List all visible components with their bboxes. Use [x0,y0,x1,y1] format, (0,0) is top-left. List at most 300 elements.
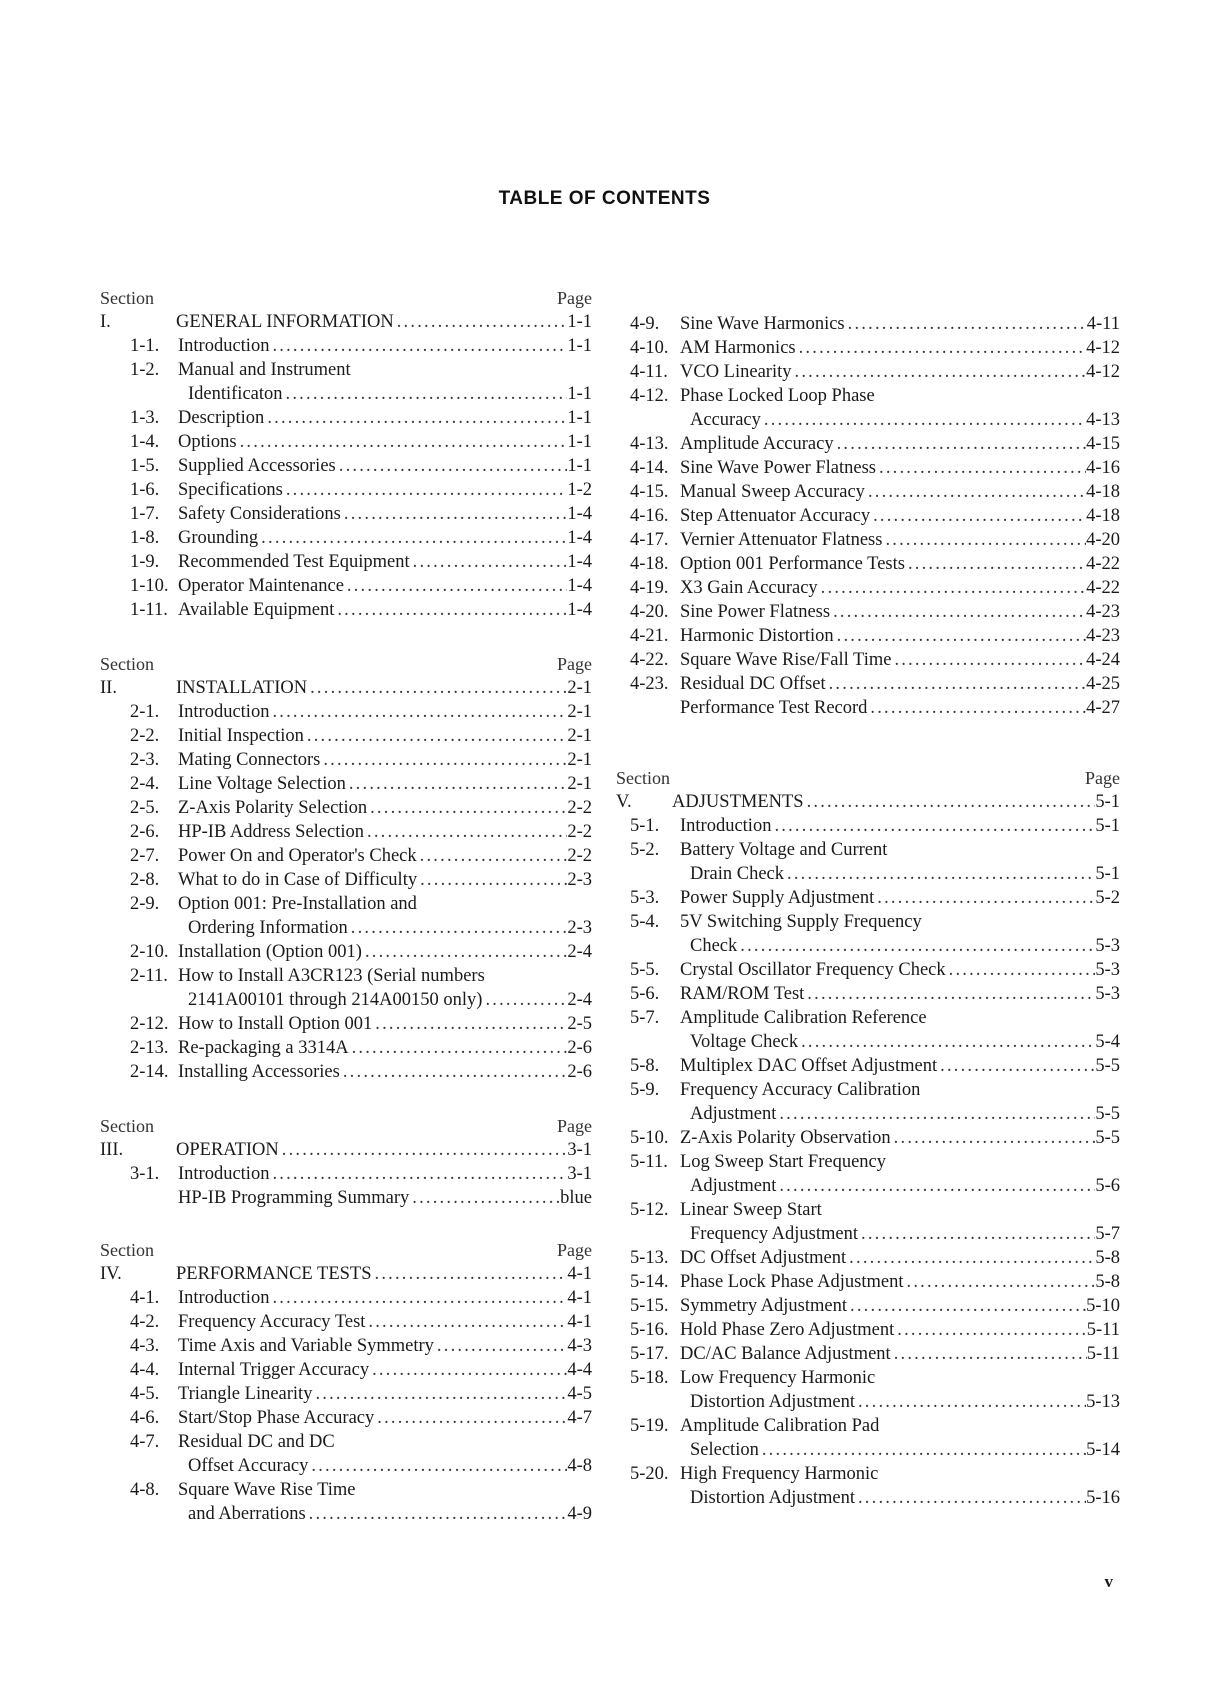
entry-title: Re-packaging a 3314A [178,1038,349,1058]
toc-entry-continued [630,1438,1120,1462]
entry-page: 2-1 [567,702,592,722]
toc-section [616,766,1120,1510]
entry-number: V. [616,792,632,812]
entry-page: 5-3 [1095,984,1120,1004]
leader-dots [308,1454,567,1478]
entry-page: 4-23 [1086,626,1120,646]
leader-dots [937,1054,1095,1078]
toc-entry [100,1162,592,1186]
leader-dots [264,406,567,430]
toc-entry [630,814,1120,838]
entry-title: X3 Gain Accuracy [680,578,818,598]
entry-title: Z-Axis Polarity Selection [178,798,368,818]
entry-number: 4-15. [630,482,669,502]
entry-title: Line Voltage Selection [178,774,346,794]
entry-number: 4-20. [630,602,669,622]
leader-dots [830,600,1086,624]
toc-entry [630,1246,1120,1270]
entry-page: 1-1 [567,384,592,404]
leader-dots [320,748,567,772]
section-label: Section [100,654,154,674]
entry-title: Mating Connectors [178,750,321,770]
entry-title-continued: Check [690,936,738,956]
entry-title: Initial Inspection [178,726,304,746]
toc-entry [100,772,592,796]
entry-number: 4-3. [130,1336,160,1356]
entry-page: 1-1 [567,312,592,332]
entry-page: 1-4 [567,600,592,620]
leader-dots [482,988,567,1012]
toc-section [100,652,592,1084]
page-label: Page [1085,768,1120,788]
entry-number: 1-7. [130,504,160,524]
entry-title: Manual and Instrument [178,360,351,380]
toc-entry-continued [100,1502,592,1526]
entry-title-continued: Accuracy [690,410,761,430]
toc-entry [630,360,1120,384]
toc-entry [630,1414,1120,1438]
leader-dots [905,552,1086,576]
toc-entry [630,648,1120,672]
entry-title: How to Install Option 001 [178,1014,373,1034]
entry-page: 1-2 [567,480,592,500]
toc-entry [100,478,592,502]
toc-entry-continued [630,1174,1120,1198]
entry-number: 4-18. [630,554,669,574]
entry-title: Phase Locked Loop Phase [680,386,875,406]
toc-entry [630,1126,1120,1150]
entry-page: 4-8 [567,1456,592,1476]
entry-title: Time Axis and Variable Symmetry [178,1336,434,1356]
toc-entry [630,886,1120,910]
toc-entry [630,312,1120,336]
toc-entry [100,1334,592,1358]
entry-page: 5-4 [1095,1032,1120,1052]
entry-page: 2-6 [567,1038,592,1058]
entry-number: 4-11. [630,362,668,382]
page-label: Page [557,1240,592,1260]
entry-title: Introduction [178,1164,270,1184]
toc-entry [100,1262,592,1286]
leader-dots [434,1334,567,1358]
entry-number: 4-9. [630,314,660,334]
toc-entry [100,1478,592,1502]
entry-title: High Frequency Harmonic [680,1464,879,1484]
leader-dots [845,312,1087,336]
leader-dots [269,1286,567,1310]
leader-dots [874,886,1095,910]
entry-title: Square Wave Rise Time [178,1480,356,1500]
leader-dots [904,1270,1096,1294]
entry-page: 4-1 [567,1312,592,1332]
entry-title: Safety Considerations [178,504,341,524]
toc-entry [100,358,592,382]
entry-number: 2-14. [130,1062,169,1082]
leader-dots [372,1012,567,1036]
entry-page: 4-20 [1086,530,1120,550]
entry-page: 5-1 [1095,864,1120,884]
entry-title: HP-IB Programming Summary [178,1188,410,1208]
toc-entry [100,310,592,334]
entry-title: Description [178,408,265,428]
page-label: Page [557,654,592,674]
leader-dots [855,1390,1086,1414]
leader-dots [283,478,568,502]
entry-title: Triangle Linearity [178,1384,313,1404]
toc-entry-continued [100,916,592,940]
entry-number: 2-8. [130,870,160,890]
entry-title: Amplitude Calibration Reference [680,1008,927,1028]
entry-page: 1-4 [567,576,592,596]
toc-entry-continued [630,934,1120,958]
toc-entry [100,1138,592,1162]
entry-number: 5-16. [630,1320,669,1340]
leader-dots [409,1186,560,1210]
leader-dots [865,480,1086,504]
leader-dots [237,430,568,454]
entry-number: 2-5. [130,798,160,818]
entry-title-continued: Frequency Adjustment [690,1224,859,1244]
entry-number: 2-11. [130,966,168,986]
leader-dots [346,772,567,796]
entry-title: DC/AC Balance Adjustment [680,1344,891,1364]
entry-title: Harmonic Distortion [680,626,834,646]
entry-number: 1-6. [130,480,160,500]
leader-dots [364,820,567,844]
entry-page: 5-2 [1095,888,1120,908]
entry-page: 4-11 [1086,314,1120,334]
toc-left-column [100,286,592,1526]
toc-entry [100,1310,592,1334]
entry-title: Symmetry Adjustment [680,1296,848,1316]
entry-number: 5-14. [630,1272,669,1292]
leader-dots [340,1060,567,1084]
toc-entry [630,528,1120,552]
toc-entry [630,552,1120,576]
entry-title: Amplitude Calibration Pad [680,1416,880,1436]
toc-section [100,1114,592,1210]
toc-entry [100,1012,592,1036]
toc-entry [630,1198,1120,1222]
entry-title: HP-IB Address Selection [178,822,365,842]
section-header [616,766,1120,790]
entry-title: Multiplex DAC Offset Adjustment [680,1056,938,1076]
entry-title-continued: Identificaton [188,384,283,404]
toc-entry [100,1186,592,1210]
section-header [100,1238,592,1262]
toc-entry-continued [630,1030,1120,1054]
toc-entry [630,432,1120,456]
leader-dots [367,796,567,820]
toc-entry [630,1078,1120,1102]
entry-title-continued: and Aberrations [188,1504,306,1524]
entry-number: 5-19. [630,1416,669,1436]
entry-title: Introduction [178,1288,270,1308]
entry-number: 2-3. [130,750,160,770]
entry-title: Options [178,432,237,452]
entry-page: 5-5 [1095,1104,1120,1124]
entry-title: INSTALLATION [176,678,308,698]
entry-title: Recommended Test Equipment [178,552,410,572]
leader-dots [348,916,568,940]
entry-number: 4-2. [130,1312,160,1332]
entry-page: 1-4 [567,552,592,572]
section-label: Section [100,288,154,308]
toc-entry [630,1294,1120,1318]
entry-number: 4-22. [630,650,669,670]
leader-dots [394,310,568,334]
entry-page: 4-25 [1086,674,1120,694]
toc-entry [100,892,592,916]
leader-dots [312,1382,567,1406]
leader-dots [855,1486,1086,1510]
toc-section [100,286,592,622]
entry-page: 4-16 [1086,458,1120,478]
entry-number: 4-10. [630,338,669,358]
entry-title: Option 001: Pre-Installation and [178,894,417,914]
toc-entry [100,700,592,724]
section-label: Section [616,768,670,788]
page-label: Page [557,288,592,308]
leader-dots [410,550,568,574]
leader-dots [283,382,568,406]
entry-title: Start/Stop Phase Accuracy [178,1408,375,1428]
toc-entry [630,1054,1120,1078]
leader-dots [858,1222,1095,1246]
toc-entry-continued [630,862,1120,886]
toc-entry [630,600,1120,624]
toc-entry [100,1286,592,1310]
leader-dots [372,1262,568,1286]
toc-entry [630,1150,1120,1174]
toc-entry [100,724,592,748]
leader-dots [761,408,1086,432]
entry-page: 2-1 [567,726,592,746]
entry-page: 1-4 [567,528,592,548]
entry-number: 5-8. [630,1056,660,1076]
entry-title: Hold Phase Zero Adjustment [680,1320,895,1340]
entry-title-continued: Ordering Information [188,918,348,938]
entry-title-continued: 2141A00101 through 214A00150 only) [188,990,483,1010]
leader-dots [344,574,567,598]
toc-section [100,1238,592,1526]
toc-entry [100,1406,592,1430]
entry-number: 1-2. [130,360,160,380]
toc-entry [100,844,592,868]
leader-dots [279,1138,568,1162]
entry-title: Crystal Oscillator Frequency Check [680,960,946,980]
toc-entry [100,1036,592,1060]
entry-number: 5-12. [630,1200,669,1220]
leader-dots [894,1318,1086,1342]
entry-title: Installing Accessories [178,1062,340,1082]
toc-entry [100,430,592,454]
entry-title: Square Wave Rise/Fall Time [680,650,892,670]
entry-page: 5-14 [1086,1440,1120,1460]
toc-entry [630,480,1120,504]
leader-dots [349,1036,568,1060]
entry-title: 5V Switching Supply Frequency [680,912,922,932]
entry-page: 5-1 [1095,816,1120,836]
entry-title: Sine Wave Harmonics [680,314,845,334]
entry-page: 4-18 [1086,482,1120,502]
entry-page: 4-1 [567,1288,592,1308]
entry-number: 2-13. [130,1038,169,1058]
leader-dots [826,672,1086,696]
toc-entry [100,574,592,598]
entry-page: 2-1 [567,774,592,794]
entry-title: What to do in Case of Difficulty [178,870,418,890]
entry-number: 1-3. [130,408,160,428]
toc-entry-continued [630,1390,1120,1414]
entry-number: 5-13. [630,1248,669,1268]
toc-entry [630,672,1120,696]
leader-dots [306,1502,568,1526]
entry-number: I. [100,312,111,332]
toc-entry [100,598,592,622]
entry-number: II. [100,678,117,698]
toc-entry [630,1462,1120,1486]
entry-number: 5-20. [630,1464,669,1484]
leader-dots [784,862,1095,886]
entry-title: PERFORMANCE TESTS [176,1264,372,1284]
entry-title: Introduction [178,336,270,356]
entry-number: 5-15. [630,1296,669,1316]
toc-entry [100,940,592,964]
toc-entry-continued [100,988,592,1012]
entry-number: 4-1. [130,1288,160,1308]
leader-dots [846,1246,1095,1270]
toc-entry [100,1382,592,1406]
entry-number: 4-14. [630,458,669,478]
entry-number: 2-12. [130,1014,169,1034]
entry-title-continued: Distortion Adjustment [690,1392,855,1412]
toc-entry [630,504,1120,528]
toc-entry [630,1342,1120,1366]
entry-title: VCO Linearity [680,362,792,382]
entry-number: 4-13. [630,434,669,454]
entry-title: DC Offset Adjustment [680,1248,847,1268]
entry-title: Amplitude Accuracy [680,434,834,454]
entry-number: 5-6. [630,984,660,1004]
entry-page: 2-3 [567,870,592,890]
entry-number: 3-1. [130,1164,160,1184]
entry-page: 4-4 [567,1360,592,1380]
entry-page: 2-2 [567,846,592,866]
entry-page: 5-8 [1095,1272,1120,1292]
entry-page: 5-10 [1086,1296,1120,1316]
entry-title: Battery Voltage and Current [680,840,888,860]
leader-dots [269,334,567,358]
leader-dots [792,360,1087,384]
entry-page: 5-16 [1086,1488,1120,1508]
toc-section-iv-continued [630,312,1120,720]
entry-number: IV. [100,1264,122,1284]
leader-dots [876,456,1086,480]
leader-dots [818,576,1086,600]
entry-number: 5-3. [630,888,660,908]
entry-page: 4-3 [567,1336,592,1356]
entry-page: 1-4 [567,504,592,524]
entry-number: 4-16. [630,506,669,526]
toc-right-column [616,312,1120,1510]
page-title: TABLE OF CONTENTS [498,188,711,209]
entry-number: 5-1. [630,816,660,836]
section-header [100,286,592,310]
toc-entry [630,958,1120,982]
entry-title: AM Harmonics [680,338,796,358]
leader-dots [834,432,1086,456]
entry-number: 2-6. [130,822,160,842]
leader-dots [804,790,1096,814]
entry-title: Manual Sweep Accuracy [680,482,865,502]
toc-entry [100,796,592,820]
entry-title: Available Equipment [178,600,335,620]
toc-entry [100,526,592,550]
toc-entry [100,1358,592,1382]
entry-page: 2-4 [567,990,592,1010]
leader-dots [304,724,567,748]
entry-title-continued: Selection [690,1440,759,1460]
entry-number: 5-4. [630,912,660,932]
entry-number: 4-12. [630,386,669,406]
entry-number: 4-4. [130,1360,160,1380]
entry-number: 1-10. [130,576,169,596]
entry-title: Supplied Accessories [178,456,336,476]
leader-dots [307,676,567,700]
entry-number: 5-9. [630,1080,660,1100]
toc-entry [100,550,592,574]
toc-entry [100,334,592,358]
leader-dots [417,868,567,892]
toc-entry [630,576,1120,600]
toc-entry-continued [630,1102,1120,1126]
entry-number: 1-5. [130,456,160,476]
toc-entry-continued [100,382,592,406]
entry-number: 1-9. [130,552,160,572]
entry-page: 4-24 [1086,650,1120,670]
entry-page: 3-1 [567,1164,592,1184]
leader-dots [341,502,567,526]
entry-page: 2-2 [567,822,592,842]
entry-page: 2-1 [567,750,592,770]
leader-dots [737,934,1095,958]
leader-dots [776,1102,1095,1126]
toc-entry [100,406,592,430]
entry-title: Specifications [178,480,283,500]
leader-dots [759,1438,1086,1462]
entry-title: Log Sweep Start Frequency [680,1152,887,1172]
toc-entry [630,1006,1120,1030]
toc-entry [630,456,1120,480]
entry-page: 1-1 [567,432,592,452]
entry-page: 5-6 [1095,1176,1120,1196]
toc-entry [630,838,1120,862]
leader-dots [334,598,567,622]
toc-entry [630,696,1120,720]
entry-number: 5-5. [630,960,660,980]
leader-dots [269,700,567,724]
entry-number: 5-18. [630,1368,669,1388]
entry-page: 4-12 [1086,362,1120,382]
toc-entry [630,1270,1120,1294]
entry-number: 2-4. [130,774,160,794]
leader-dots [771,814,1095,838]
entry-page: 4-7 [567,1408,592,1428]
entry-page: 5-1 [1095,792,1120,812]
page-number: v [1104,1572,1113,1591]
entry-title: GENERAL INFORMATION [176,312,394,332]
